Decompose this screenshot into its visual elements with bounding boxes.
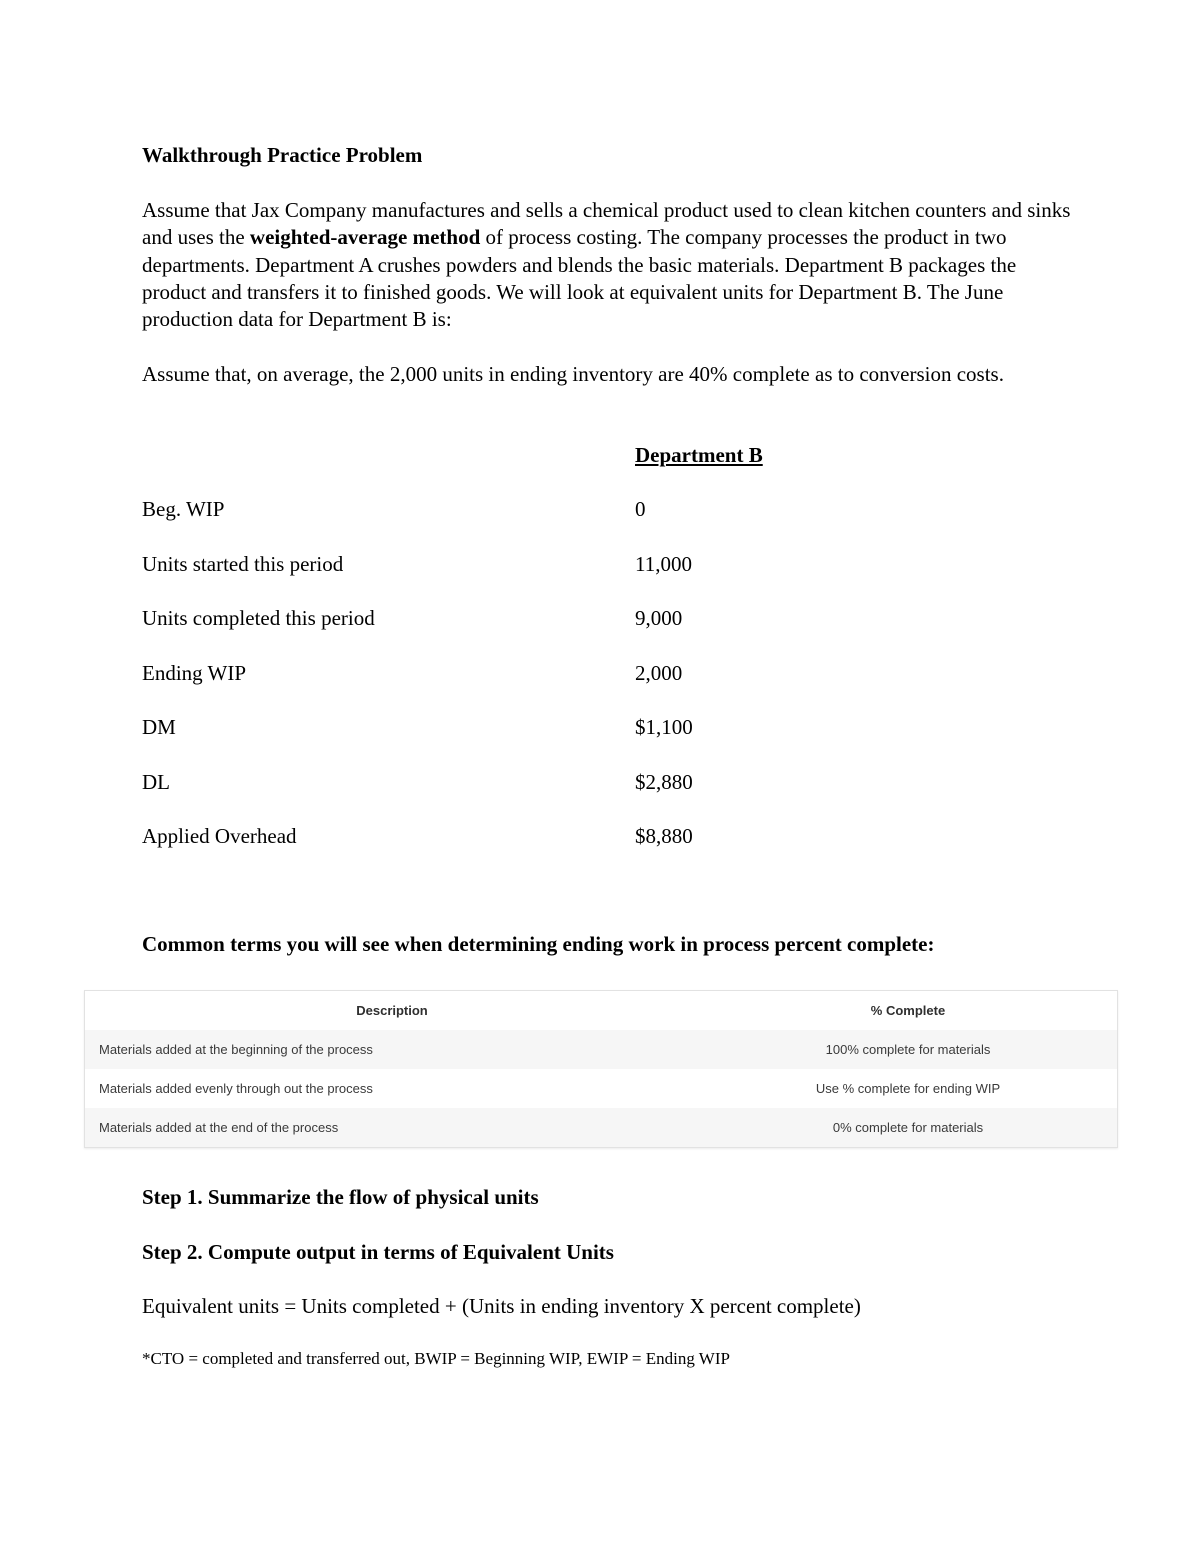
data-value-dm: $1,100 — [635, 715, 693, 739]
data-label-units-started: Units started this period — [142, 552, 344, 576]
data-label-dm: DM — [142, 715, 176, 739]
cell-description: Materials added evenly through out the process — [85, 1069, 700, 1108]
cell-percent-complete: 100% complete for materials — [699, 1030, 1118, 1069]
step-1-heading: Step 1. Summarize the flow of physical units — [142, 1185, 539, 1209]
intro-paragraph — [142, 197, 1072, 333]
step-2-heading: Step 2. Compute output in terms of Equivalent Units — [142, 1240, 614, 1264]
page-title: Walkthrough Practice Problem — [142, 143, 423, 167]
data-value-applied-overhead: $8,880 — [635, 824, 693, 848]
data-value-dl: $2,880 — [635, 770, 693, 794]
data-label-units-completed: Units completed this period — [142, 606, 375, 630]
cell-description: Materials added at the end of the process — [85, 1108, 700, 1148]
intro-bold-method: weighted-average method — [249, 225, 481, 250]
intro-text-end: of process costing. The company processes the product in two departments. Department A crushes powders and blends the basic materials. Department B packages the product and transfers it to finished goods. We will look at equivalent units for Department B. The June production data for Department B is: — [142, 225, 1017, 332]
column-header-percent-complete: % Complete — [699, 991, 1118, 1031]
data-label-ending-wip: Ending WIP — [142, 661, 247, 685]
cell-description: Materials added at the beginning of the process — [85, 1030, 700, 1069]
table-row — [85, 1030, 1118, 1069]
data-value-units-started: 11,000 — [635, 552, 692, 576]
terms-table — [84, 990, 1118, 1148]
data-label-dl: DL — [142, 770, 170, 794]
data-value-units-completed: 9,000 — [635, 606, 683, 630]
data-label-beg-wip: Beg. WIP — [142, 497, 225, 521]
terms-heading: Common terms you will see when determining ending work in process percent complete: — [142, 932, 935, 956]
table-header-row — [85, 991, 1118, 1031]
cell-percent-complete: 0% complete for materials — [699, 1108, 1118, 1148]
data-label-applied-overhead: Applied Overhead — [142, 824, 297, 848]
table-row — [85, 1108, 1118, 1148]
data-value-ending-wip: 2,000 — [635, 661, 683, 685]
equivalent-units-formula: Equivalent units = Units completed + (Units in ending inventory X percent complete) — [142, 1294, 861, 1318]
intro-text-start: Assume that Jax Company manufactures and sells a chemical product used to clean kitchen counters and sinks and uses the — [142, 198, 1071, 250]
department-b-header: Department B — [635, 443, 763, 467]
assumption-paragraph: Assume that, on average, the 2,000 units in ending inventory are 40% complete as to conversion costs. — [142, 362, 1004, 386]
column-header-description: Description — [85, 991, 700, 1031]
data-value-beg-wip: 0 — [635, 497, 646, 521]
abbreviation-note: *CTO = completed and transferred out, BWIP = Beginning WIP, EWIP = Ending WIP — [142, 1349, 730, 1368]
table-row — [85, 1069, 1118, 1108]
cell-percent-complete: Use % complete for ending WIP — [699, 1069, 1118, 1108]
